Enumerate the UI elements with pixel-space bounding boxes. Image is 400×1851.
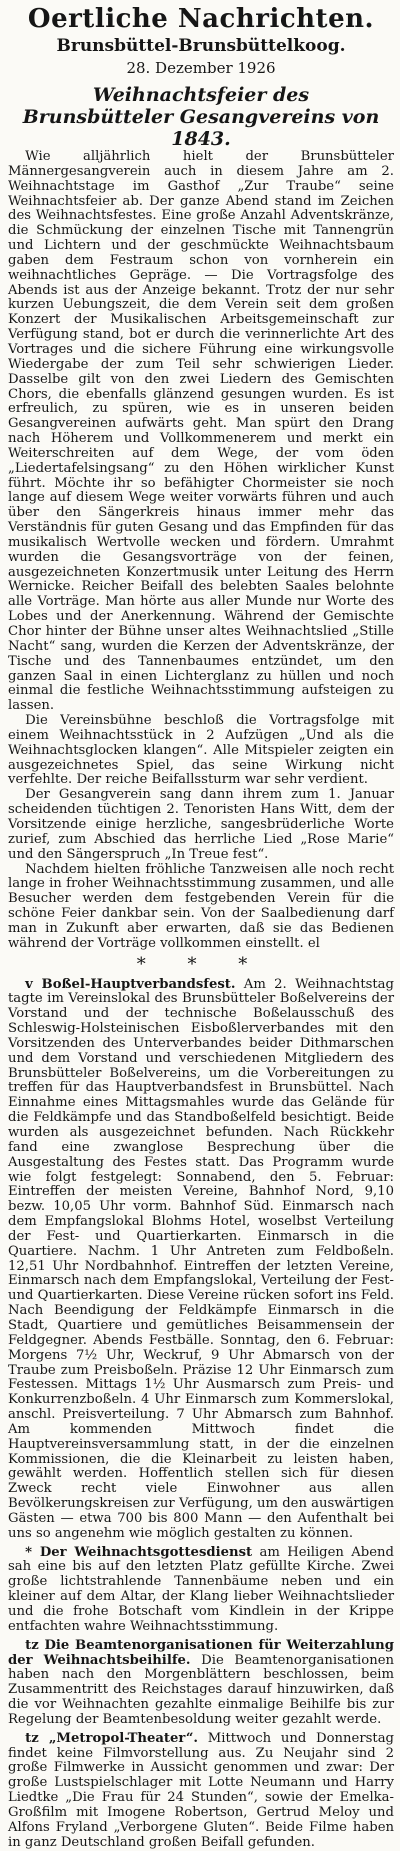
article-heading-line-1: Weihnachtsfeier des (92, 84, 310, 106)
section-separator: * * * (136, 953, 266, 975)
news-item-body: Am 2. Weihnachtstag tagte im Vereinslokal des Brunsbütteler Boßelvereins der Vorstand und der technische Boßelausschuß des Schleswig-Holsteinischen Eisboßlerverbandes mit den Vorsitzenden des Unterverbandes beider Dithmarschen und dem Vorstand und verschiedenen Mitgliedern des Brunsbütteler Boßelvereins, um die Vorbereitungen zu treffen für das Hauptverbandsfest in Brunsbüttel. Nach Einnahme eines Mittagsmahles wurde das Gelände für die Feldkämpfe und das Standboßelfeld besichtigt. Beide wurden als ausgezeichnet befunden. Nach Rückkehr fand eine zwanglose Besprechung über die Ausgestaltung des Festes statt. Das Programm wurde wie folgt festgelegt: Sonnabend, den 5. Februar: Eintreffen der meisten Vereine, Bahnhof Nord, 9,10 bezw. 10,05 Uhr vorm. Bahnhof Süd. Einmarsch nach dem Empfangslokal Blohms Hotel, woselbst Verteilung der Fest- und Quartierkarten. Einmarsch in die Quartiere. Nachm. 1 Uhr Antreten zum Feldboßeln. 12,51 Uhr Nordbahnhof. Eintreffen der letzten Vereine, Einmarsch nach dem Empfangslokal, Verteilung der Fest- und Quartierkarten. Diese Vereine rücken sofort ins Feld. Nach Beendigung der Feldkämpfe Einmarsch in die Stadt, Quartiere und gemütliches Beisammensein der Feldgegner. Abends Festbälle. Sonntag, den 6. Februar: Morgens 7½ Uhr, Weckruf, 9 Uhr Abmarsch von der Traube zum Preisboßeln. Präzise 12 Uhr Einmarsch zum Festessen. Mittags 1½ Uhr Ausmarsch zum Preis- und Konkurrenzboßeln. 4 Uhr Einmarsch zum Kommerslokal, anschl. Preisverteilung. 7 Uhr Abmarsch zum Bahnhof. Am kommenden Mittwoch findet die Hauptvereinsversammlung statt, in der die einzelnen Kommissionen, die die Kleinarbeit zu leisten haben, gewählt werden. Hoffentlich stellen sich für diesen Zweck recht viele Einwohner aus allen Bevölkerungskreisen zur Verfügung, um den auswärtigen Gästen — etwa 700 bis 800 Mann — den Aufenthalt bei uns so angenehm wie möglich gestalten zu können. (8, 976, 394, 1541)
news-item-body: Mittwoch und Donnerstag findet keine Filmvorstellung aus. Zu Neujahr sind 2 große Filmwerke in Aussicht genommen und zwar: Der große Lustspielschlager mit Lotte Neumann und Harry Liedtke „Die Frau für 24 Stunden“, sowie der Emelka-Großfilm mit Imogene Robertson, Gertrud Meloy und Alfons Fryland „Verborgene Gluten“. Beide Filme haben in ganz Deutschland großen Beifall gefunden. (8, 1730, 394, 1850)
article-body (8, 150, 394, 952)
article-paragraph: Der Gesangverein sang dann ihrem zum 1. Januar scheidenden tüchtigen 2. Tenoristen Hans Witt, dem der Vorsitzende einige herzliche, sangesbrüderliche Worte zurief, zum Abschied das herrliche Lied „Rose Marie“ und den Sängerspruch „In Treue fest“. (8, 787, 394, 862)
masthead (8, 4, 394, 78)
news-item (8, 1639, 394, 1728)
locality-subtitle: Brunsbüttel-Brunsbüttelkoog. (56, 36, 346, 56)
news-item (8, 978, 394, 1542)
news-item-body: am Heiligen Abend sah eine bis auf den letzten Platz gefüllte Kirche. Zwei große lichtstrahlende Tannenbäume neben und ein kleiner auf dem Altar, der Klang lieber Weihnachtslieder und die frohe Botschaft vom Kindlein in der Krippe entfachten wahre Weihnachtsstimmung. (8, 1544, 394, 1634)
news-item (8, 1732, 394, 1851)
news-item-body: Die Beamtenorganisationen haben nach den Morgenblättern beschlossen, beim Zusammentritt des Reichstages darauf hinzuwirken, daß die vor Weihnachten gezahlte einmalige Beihilfe bis zur Regelung der Beamtenbesoldung weiter gezahlt werde. (8, 1652, 395, 1727)
news-item (8, 1546, 394, 1635)
news-item-lead: v Boßel-Hauptverbandsfest. (25, 976, 236, 992)
article-heading (8, 84, 394, 150)
issue-date: 28. Dezember 1926 (126, 59, 276, 77)
article-paragraph: Die Vereinsbühne beschloß die Vortragsfolge mit einem Weihnachtsstück in 2 Aufzügen „Und als die Weihnachtsglocken klangen“. Alle Mitspieler zeigten ein ausgezeichnetes Spiel, das seine Wirkung nicht verfehlte. Der reiche Beifallssturm war sehr verdient. (8, 713, 394, 788)
news-item-lead: * Der Weihnachtsgottesdienst (25, 1544, 253, 1560)
news-item-lead: tz Die Beamtenorganisationen für Weiterzahlung der Weihnachtsbeihilfe. (8, 1637, 394, 1668)
local-news-list (8, 978, 394, 1851)
article-paragraph: Nachdem hielten fröhliche Tanzweisen alle noch recht lange in froher Weihnachtsstimmung zusammen, und alle Besucher werden dem festgebenden Verein für die schöne Feier dankbar sein. Von der Saalbedienung darf man in Zukunft aber erwarten, daß sie das Bedienen während der Vorträge vollkommen einstellt. el (8, 861, 394, 951)
article-paragraph: Wie alljährlich hielt der Brunsbütteler Männergesangverein auch in diesem Jahre am 2. Weihnachtstage im Gasthof „Zur Traube“ seine Weihnachtsfeier ab. Der ganze Abend stand im Zeichen des Weihnachtsfestes. Eine große Anzahl Adventskränze, die Schmückung der einzelnen Tische mit Tannengrün und Lichtern und der geschmückte Weihnachtsbaum gaben dem Festraum schon von vornherein ein weihnachtliches Gepräge. — Die Vortragsfolge des Abends ist aus der Anzeige bekannt. Trotz der nur sehr kurzen Uebungszeit, die dem Verein seit dem großen Konzert der Musikalischen Arbeitsgemeinschaft zur Verfügung stand, bot er durch die verinnerlichte Art des Vortrages und die sichere Führung eine wirkungsvolle Wiedergabe der zum Teil sehr schwierigen Lieder. Dasselbe gilt von den zwei Liedern des Gemischten Chors, die ebenfalls glänzend gesungen wurden. Es ist erfreulich, zu spüren, wie es in unseren beiden Gesangvereinen aufwärts geht. Man spürt den Drang nach Höherem und Vollkommenerem und merkt ein Weiterschreiten auf dem Wege, der vom öden „Liedertafelsingsang“ zu den Höhen wirklicher Kunst führt. Möchte ihr so befähigter Chormeister sie noch lange auf diesem Wege weiter vorwärts führen und auch über den Sängerkreis hinaus immer mehr das Verständnis für guten Gesang und das Empfinden für das musikalisch Wertvolle wecken und fördern. Umrahmt wurden die Gesangsvorträge von der feinen, ausgezeichneten Konzertmusik unter Leitung des Herrn Wernicke. Reicher Beifall des belebten Saales belohnte alle Vorträge. Man hörte aus aller Munde nur Worte des Lobes und der Anerkennung. Während der Gemischte Chor hinter der Bühne unser altes Weihnachtslied „Stille Nacht“ sang, wurden die Kerzen der Adventskränze, der Tische und des Tannenbaumes entzündet, um den ganzen Saal in einen Lichterglanz zu hüllen und noch einmal die festliche Weihnachtsstimmung aufsteigen zu lassen. (8, 149, 394, 714)
news-item-lead: tz „Metropol-Theater“. (25, 1730, 199, 1746)
article-heading-line-2: Brunsbütteler Gesangvereins von 1843. (22, 106, 380, 150)
section-title: Oertliche Nachrichten. (27, 4, 375, 34)
